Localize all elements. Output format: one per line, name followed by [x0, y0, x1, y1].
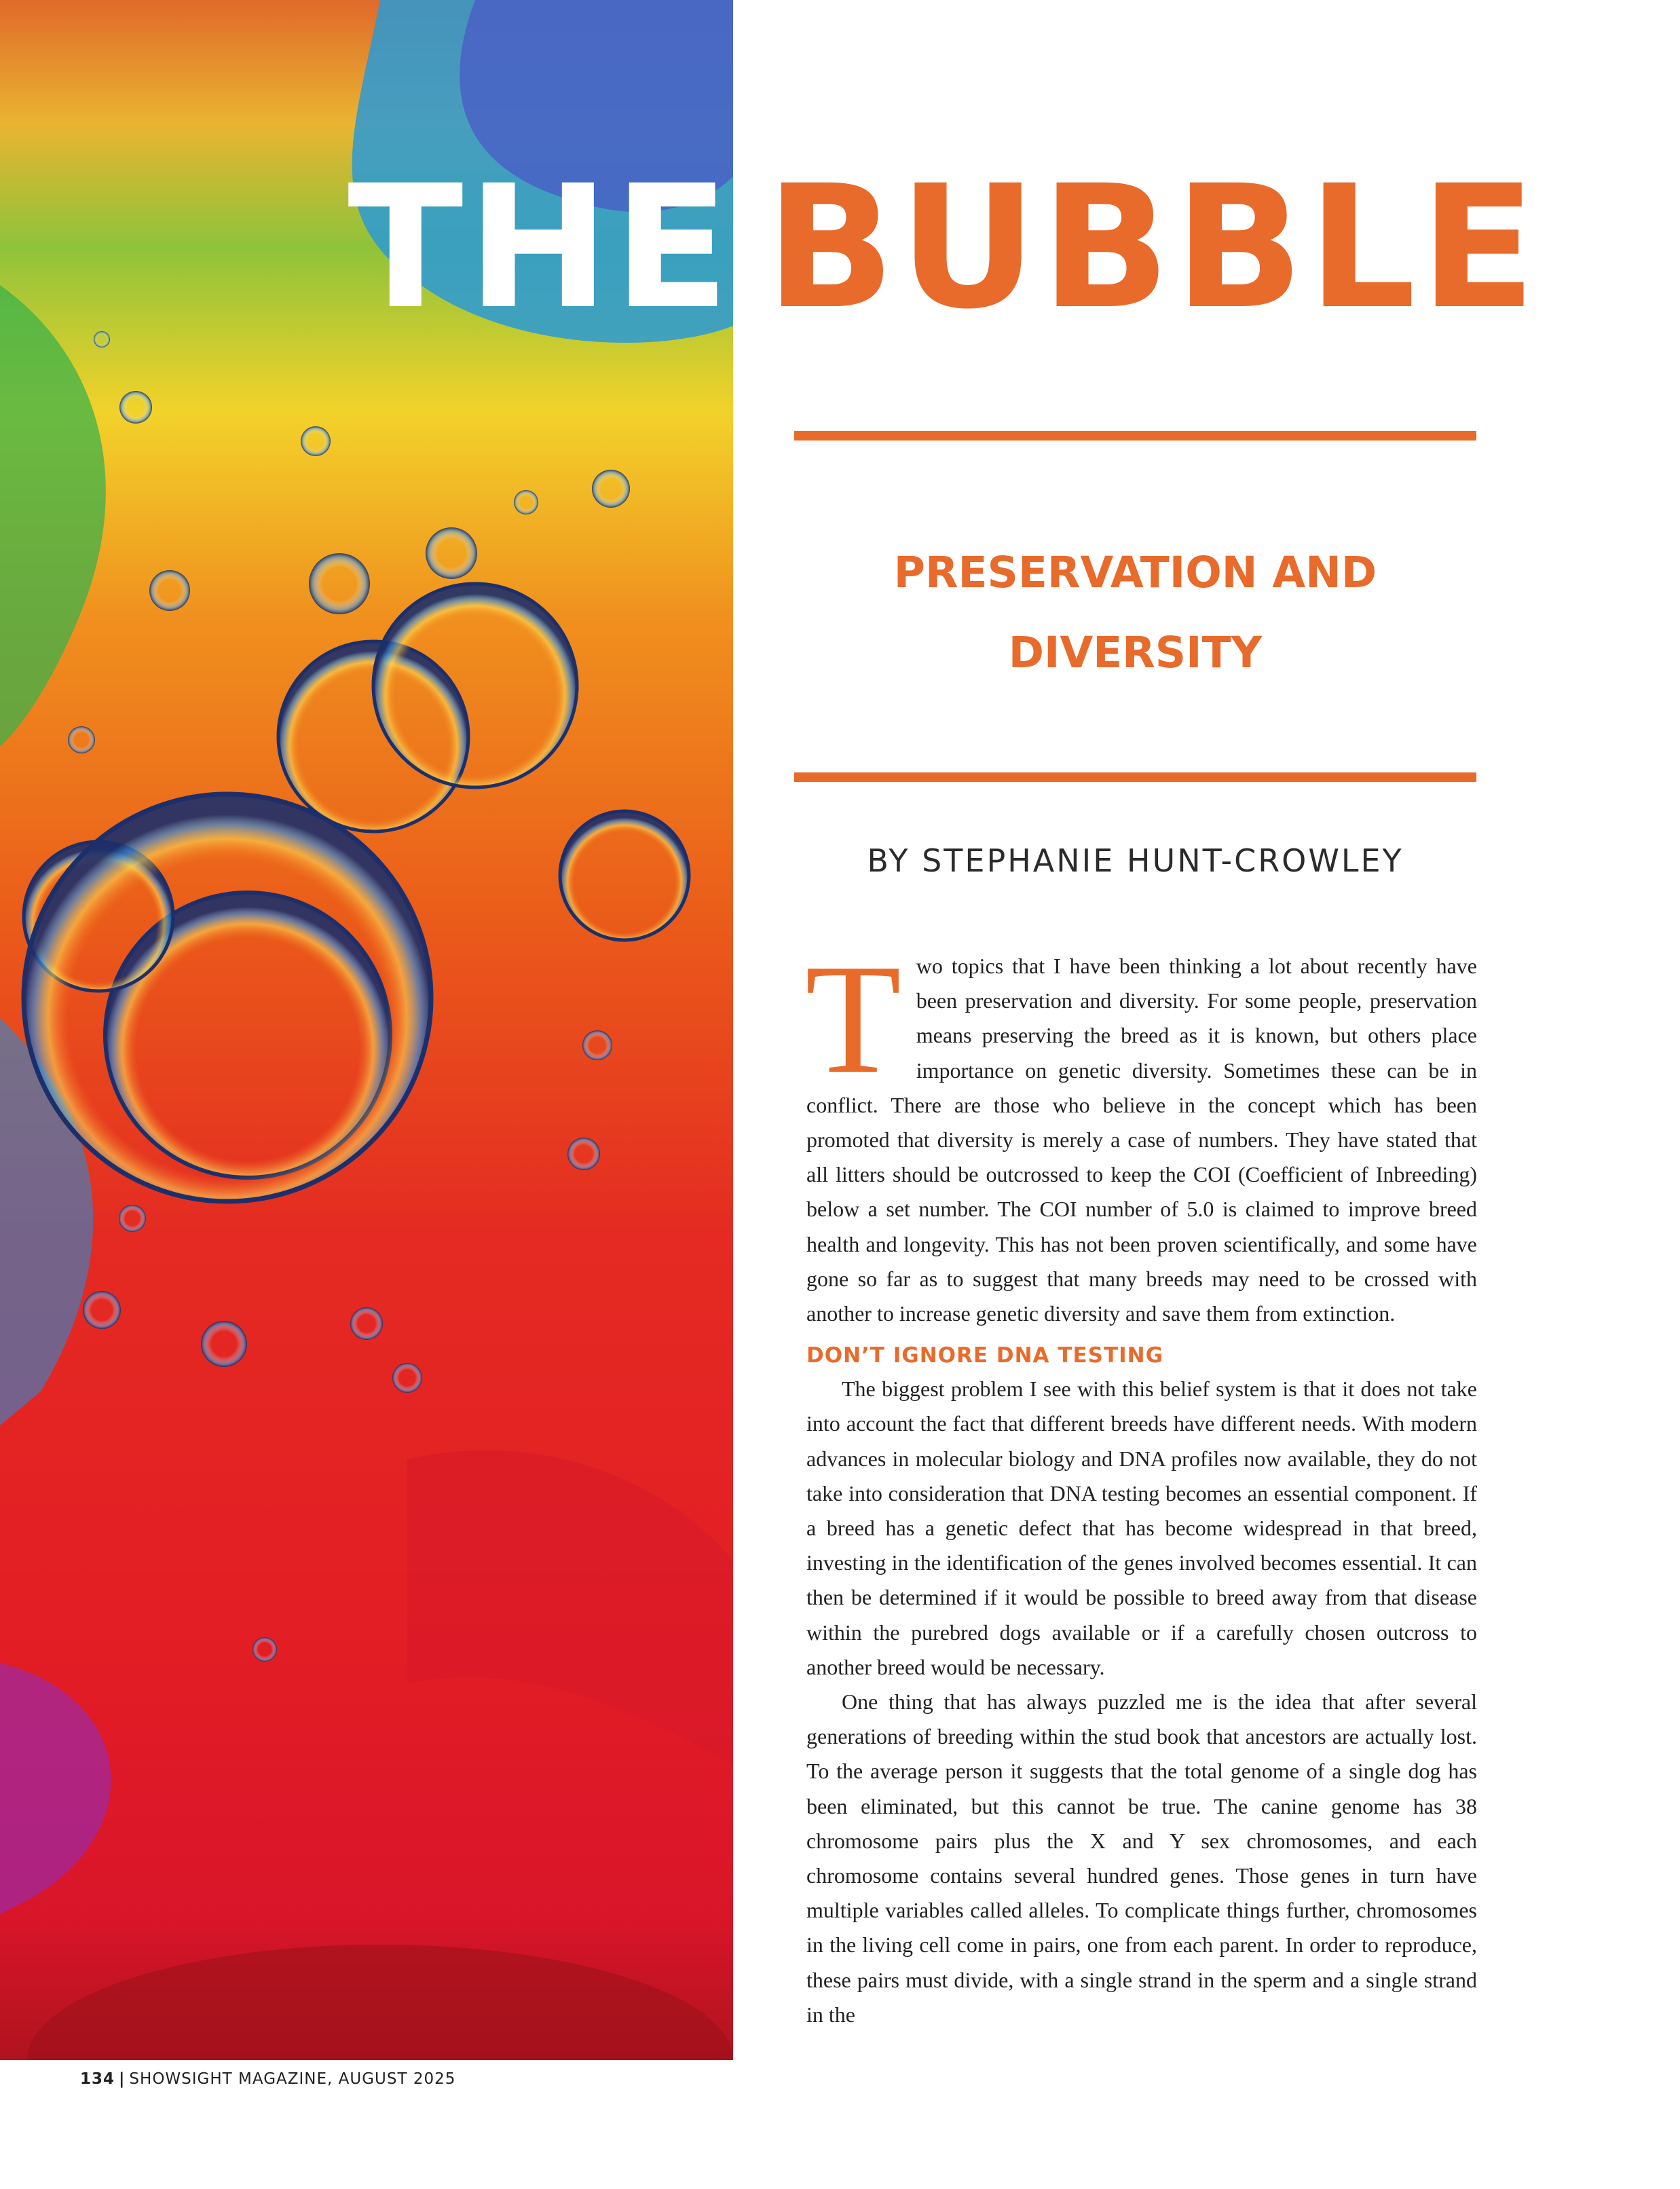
- title-word-bubble: BUBBLE: [766, 149, 1540, 346]
- paragraph-intro: [805, 932, 1477, 1331]
- paragraph-3: One thing that has always puzzled me is the idea that after several generations of breeding within the stud book that ancestors are actually lost. To the average person it suggests that the total genome of a single dog has been eliminated, but this cannot be true. The canine genome has 38 chromosome pairs plus the X and Y sex chromosomes, and each chromosome contains several hundred genes. Those genes in turn have multiple variables called alleles. To complicate things further, chromosomes in the living cell come in pairs, one from each parent. In order to reproduce, these pairs must divide, with a single strand in the sperm and a single strand in the: [806, 1689, 1477, 2027]
- page-footer: [80, 2070, 455, 2088]
- publication-name: SHOWSIGHT MAGAZINE, AUGUST 2025: [129, 2070, 456, 2088]
- byline: BY STEPHANIE HUNT-CROWLEY: [867, 842, 1404, 879]
- drop-cap: T: [805, 932, 901, 1106]
- subtitle-line-1: PRESERVATION AND: [893, 548, 1377, 597]
- paragraph-2: The biggest problem I see with this belief system is that it does not take into account the fact that different breeds have different needs. With modern advances in molecular biology and DNA profiles now available, they do not take into consideration that DNA testing becomes an essential component. If a breed has a genetic defect that has become widespread in that breed, investing in the identification of the genes involved becomes essential. It can then be determined if it would be possible to breed away from that disease within the purebred dogs available or if a carefully chosen outcross to another breed would be necessary.: [806, 1377, 1477, 1679]
- article-title: [0, 146, 1680, 350]
- bottom-rule: [794, 772, 1476, 782]
- footer-separator: |: [119, 2070, 126, 2088]
- article-body: [805, 932, 1477, 2032]
- title-word-the: THE: [348, 149, 734, 346]
- paragraph-intro-text: wo topics that I have been thinking a lot about recently have been preservation and diversity. For some people, preservation means preserving the breed as it is known, but others place importance on genetic diversity. Sometimes these can be in conflict. There are those who believe in the concept which has been promoted that diversity is merely a case of numbers. They have stated that all litters should be outcrossed to keep the COI (Coefficient of Inbreeding) below a set number. The COI number of 5.0 is claimed to improve breed health and longevity. This has not been proven scientifically, and some have gone so far as to suggest that many breeds may need to be crossed with another to increase genetic diversity and save them from extinction.: [806, 954, 1477, 1326]
- top-rule: [794, 431, 1476, 441]
- subtitle-line-2: DIVERSITY: [1008, 628, 1263, 677]
- article-subtitle: [794, 533, 1476, 693]
- page-number: 134: [80, 2070, 115, 2088]
- section-heading: DON’T IGNORE DNA TESTING: [806, 1343, 1164, 1368]
